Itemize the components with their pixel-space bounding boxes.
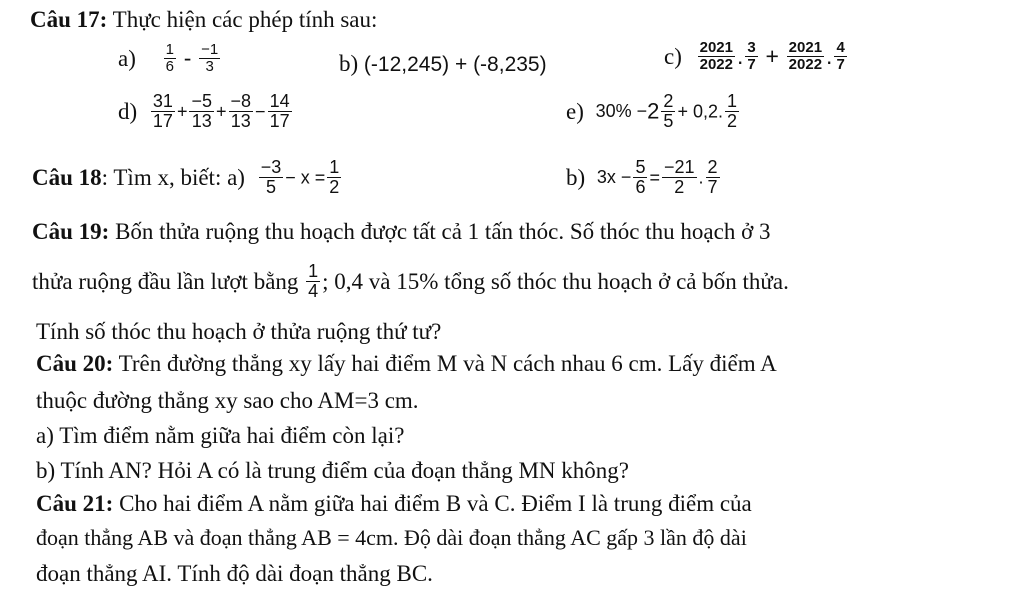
q17c-frac4: [834, 40, 846, 73]
q17e-frac2: [725, 92, 739, 131]
q17b-label: b): [339, 51, 359, 76]
q17b-expr: (-12,245) + (-8,235): [363, 53, 547, 76]
q17d-frac2-num: −5: [191, 91, 212, 111]
q17d-frac4: [268, 92, 292, 131]
q17d-frac3-num: −8: [230, 91, 252, 111]
q18b-eq: =: [649, 167, 660, 188]
q17c-frac3-num: 2021: [788, 39, 823, 56]
q18a-frac1-num: −3: [260, 157, 282, 177]
q18b-frac3-num: 2: [707, 157, 718, 177]
q17c-frac2-num: 3: [747, 39, 756, 56]
q20-line4: b) Tính AN? Hỏi A có là trung điểm của đoạn thẳng MN không?: [36, 458, 630, 483]
q17d-frac4-num: 14: [269, 91, 290, 111]
q17a-frac1: [164, 42, 176, 75]
q18a-frac1-den: 5: [265, 176, 276, 197]
q18b-frac3-den: 7: [707, 176, 718, 197]
q18b-frac1: [633, 158, 647, 197]
q18a-frac2-den: 2: [329, 176, 340, 197]
q18b-frac1-num: 5: [635, 157, 646, 177]
q18b-dot: .: [698, 167, 704, 188]
q17a-frac2-den: 3: [205, 57, 214, 75]
q18b-frac1-den: 6: [635, 176, 646, 197]
q17c-frac1-den: 2022: [699, 55, 733, 73]
q17e-frac2-num: 1: [726, 91, 737, 111]
q17-title: Câu 17:: [30, 7, 108, 32]
q17e-frac1-num: 2: [663, 91, 674, 111]
q20-line2: thuộc đường thẳng xy sao cho AM=3 cm.: [36, 388, 419, 413]
q19-frac-den: 4: [308, 280, 319, 301]
q17c-label: c): [664, 43, 682, 69]
q17d-op3: −: [255, 101, 266, 122]
q18-title: Câu 18: [32, 164, 102, 190]
q17d-frac3-den: 13: [230, 110, 251, 131]
q17c-frac1-num: 2021: [699, 39, 733, 56]
q17e-mid: + 0,2.: [677, 101, 723, 122]
q20-line1: [36, 352, 777, 375]
q19-line2: [32, 262, 789, 301]
q17d-label: d): [118, 98, 138, 124]
q17b: [339, 52, 547, 75]
q17d-op1: +: [176, 101, 188, 122]
q17a-op: -: [183, 44, 192, 71]
q19-title: Câu 19:: [32, 219, 110, 244]
q21-line3: đoạn thẳng AI. Tính độ dài đoạn thẳng BC.: [36, 561, 433, 586]
q19-line1-text: Bốn thửa ruộng thu hoạch được tất cả 1 tấn thóc. Số thóc thu hoạch ở 3: [115, 219, 771, 244]
q17c-dot1: .: [737, 42, 744, 69]
q17a: [118, 42, 222, 75]
q17c-frac3-den: 2022: [788, 55, 823, 73]
q17e-frac1-den: 5: [663, 110, 674, 131]
q21-line1-text: Cho hai điểm A nằm giữa hai điểm B và C. Điểm I là trung điểm của: [119, 491, 752, 516]
q18b-frac2-den: 2: [674, 176, 685, 197]
q18a-frac2-num: 1: [329, 157, 340, 177]
q21-title: Câu 21:: [36, 491, 114, 516]
q17a-frac2: [199, 42, 220, 75]
q21-line2: đoạn thẳng AB và đoạn thẳng AB = 4cm. Độ dài đoạn thẳng AC gấp 3 lần độ dài: [36, 525, 747, 550]
q18-prompt: : Tìm x, biết: a): [101, 164, 245, 190]
q19-frac-num: 1: [308, 261, 319, 281]
q17c-frac4-den: 7: [836, 55, 845, 73]
q19-line2-post: ; 0,4 và 15% tổng số thóc thu hoạch ở cả bốn thửa.: [322, 268, 789, 294]
q17c-frac2: [745, 40, 757, 73]
q17d-frac1-num: 31: [152, 91, 173, 111]
q17a-frac1-num: 1: [165, 41, 174, 58]
q18a-frac2: [327, 158, 341, 197]
q20-line1-text: Trên đường thẳng xy lấy hai điểm M và N cách nhau 6 cm. Lấy điểm A: [118, 351, 777, 376]
q17d-op2: +: [216, 101, 227, 122]
q18b-frac2: [662, 158, 697, 197]
q17d-frac4-den: 17: [269, 110, 290, 131]
q18b-pre: 3x −: [596, 167, 632, 188]
q17d-frac1-den: 17: [152, 110, 173, 131]
q18b-label: b): [566, 164, 586, 190]
q17d-frac2-den: 13: [191, 110, 212, 131]
q17e-pre: 30% −: [595, 101, 648, 122]
q17d-frac1: [151, 92, 175, 131]
q20-line3: a) Tìm điểm nằm giữa hai điểm còn lại?: [36, 423, 405, 448]
q17c-frac1: [698, 40, 735, 73]
q17c: [664, 40, 849, 73]
q17e-whole: 2: [647, 98, 660, 124]
q17c-frac4-num: 4: [836, 39, 845, 56]
q18b-frac3: [706, 158, 720, 197]
q18a-frac1: [259, 158, 284, 197]
q17c-frac2-den: 7: [747, 55, 756, 73]
q17e-frac1: [661, 92, 675, 131]
q17c-op: +: [765, 42, 779, 69]
q17a-frac1-den: 6: [165, 57, 174, 75]
q17d-frac3: [229, 92, 254, 131]
q17d-frac2: [189, 92, 214, 131]
q17c-frac3: [787, 40, 824, 73]
q20-title: Câu 20:: [36, 351, 114, 376]
q19-line2-pre: thửa ruộng đầu lần lượt bằng: [32, 268, 299, 294]
q17d: [118, 92, 294, 131]
q21-line1: [36, 492, 752, 515]
q17a-frac2-num: −1: [201, 41, 219, 58]
q17e-frac2-den: 2: [726, 110, 737, 131]
q18b-frac2-num: −21: [663, 157, 695, 177]
q19-line1: [32, 220, 770, 243]
q19-frac: [306, 262, 320, 301]
q18a-mid: − x =: [285, 167, 326, 188]
q18b: [566, 158, 722, 197]
q17-prompt: Thực hiện các phép tính sau:: [112, 7, 378, 32]
q17e-label: e): [566, 98, 584, 124]
q17a-label: a): [118, 45, 136, 71]
q17c-dot2: .: [826, 42, 833, 69]
q17e: [566, 92, 741, 131]
q18: [32, 158, 343, 197]
q17-heading: [30, 8, 377, 31]
q19-line3: Tính số thóc thu hoạch ở thửa ruộng thứ tư?: [36, 319, 442, 344]
